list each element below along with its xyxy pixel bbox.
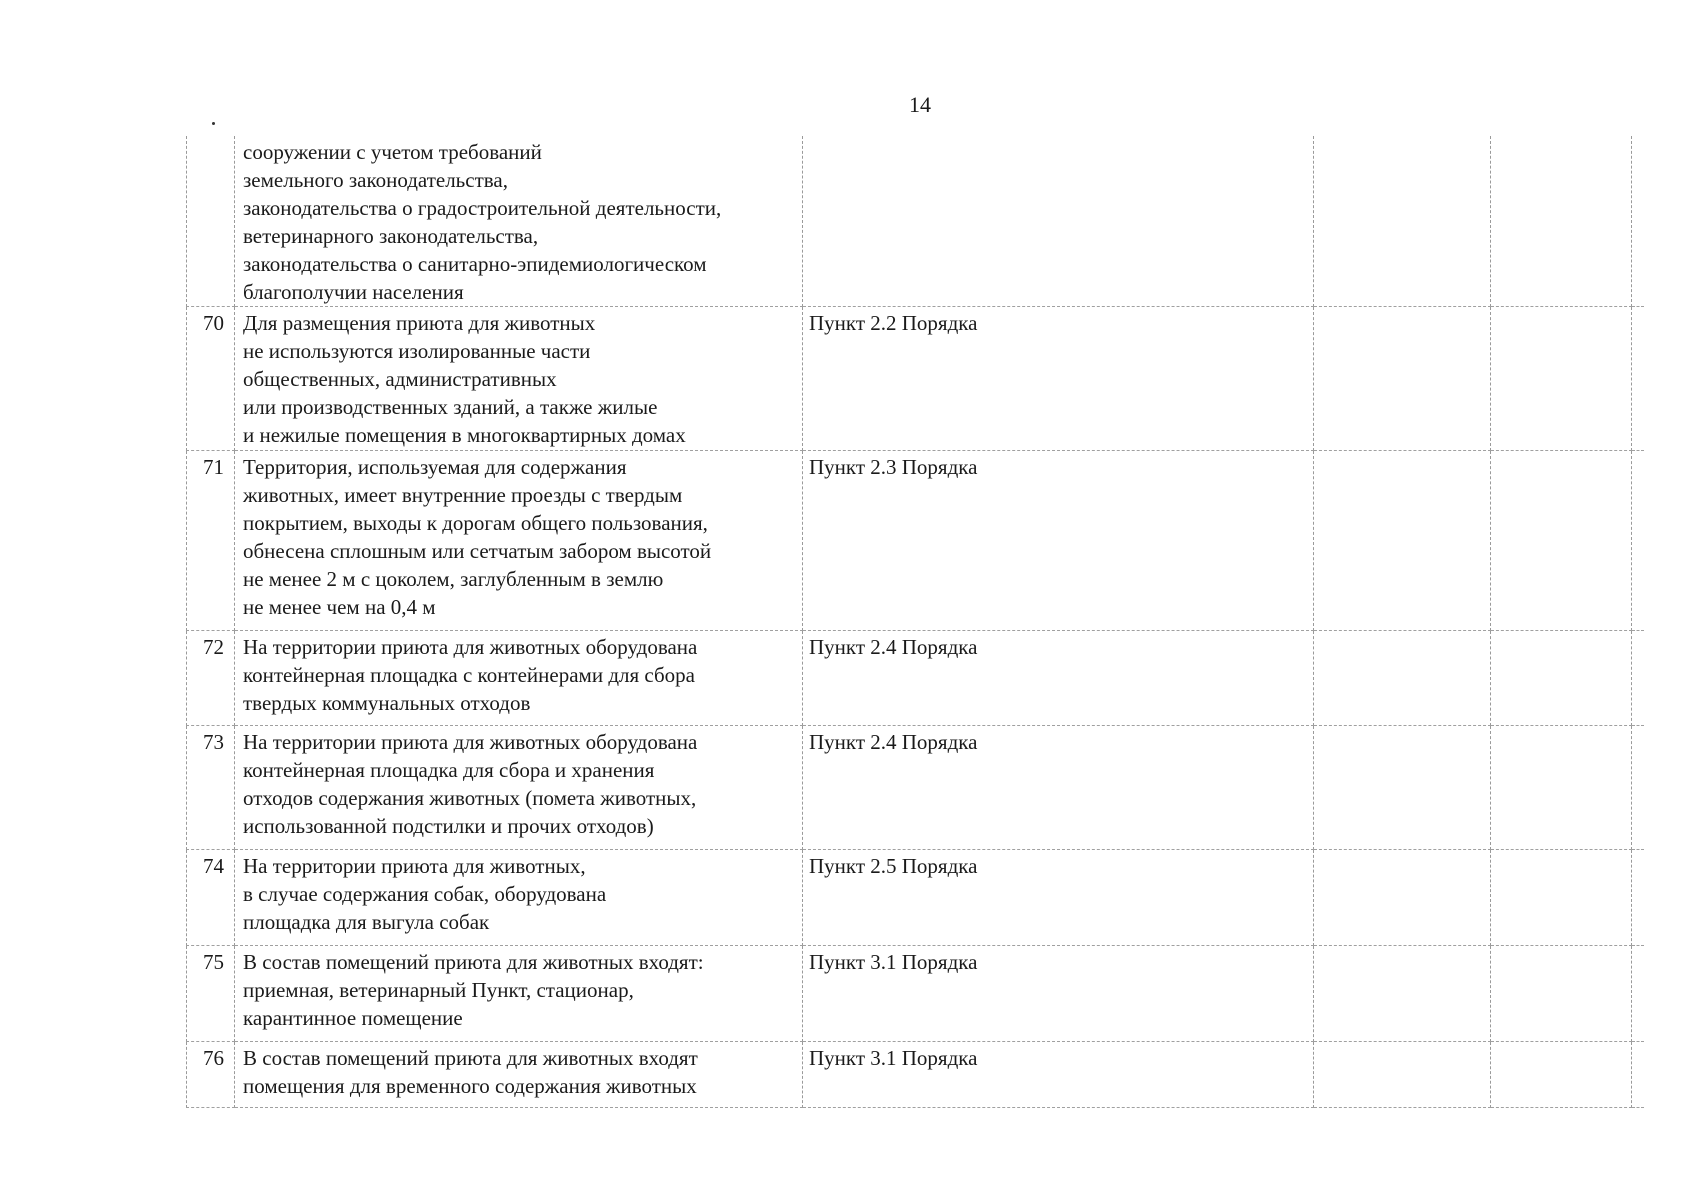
empty-cell	[1314, 136, 1491, 307]
table-row	[187, 726, 1644, 850]
reference-text: Пункт 2.5 Порядка	[803, 850, 1314, 946]
requirement-text: В состав помещений приюта для животных входят помещения для временного содержания животных	[235, 1042, 803, 1108]
reference-text	[803, 136, 1314, 307]
requirement-text: В состав помещений приюта для животных входят: приемная, ветеринарный Пункт, стационар, карантинное помещение	[235, 946, 803, 1042]
row-number: 73	[187, 726, 235, 850]
requirement-text: Для размещения приюта для животных не используются изолированные части общественных, административных или производственных зданий, а также жилые и нежилые помещения в многоквартирных домах	[235, 307, 803, 451]
table-row	[187, 136, 1644, 307]
table-row	[187, 631, 1644, 726]
reference-text: Пункт 3.1 Порядка	[803, 1042, 1314, 1108]
empty-cell	[1632, 726, 1644, 850]
row-number: 70	[187, 307, 235, 451]
empty-cell	[1491, 451, 1632, 631]
reference-text: Пункт 2.3 Порядка	[803, 451, 1314, 631]
empty-cell	[1632, 1042, 1644, 1108]
empty-cell	[1314, 451, 1491, 631]
empty-cell	[1314, 307, 1491, 451]
row-number: 74	[187, 850, 235, 946]
row-number: 72	[187, 631, 235, 726]
empty-cell	[1491, 946, 1632, 1042]
requirement-text: На территории приюта для животных, в случае содержания собак, оборудована площадка для выгула собак	[235, 850, 803, 946]
reference-text: Пункт 3.1 Порядка	[803, 946, 1314, 1042]
empty-cell	[1632, 307, 1644, 451]
reference-text: Пункт 2.4 Порядка	[803, 631, 1314, 726]
empty-cell	[1491, 136, 1632, 307]
empty-cell	[1632, 631, 1644, 726]
empty-cell	[1632, 946, 1644, 1042]
empty-cell	[1491, 1042, 1632, 1108]
row-number: 71	[187, 451, 235, 631]
empty-cell	[1491, 307, 1632, 451]
empty-cell	[1314, 726, 1491, 850]
empty-cell	[1632, 136, 1644, 307]
table-row	[187, 850, 1644, 946]
row-number: 76	[187, 1042, 235, 1108]
requirement-text: На территории приюта для животных оборудована контейнерная площадка для сбора и хранения отходов содержания животных (помета животных, использованной подстилки и прочих отходов)	[235, 726, 803, 850]
requirement-text: сооружении с учетом требований земельного законодательства, законодательства о градостроительной деятельности, ветеринарного законодательства, законодательства о санитарно-эпидемиологическом благополучии населения	[235, 136, 803, 307]
table-row	[187, 307, 1644, 451]
empty-cell	[1491, 850, 1632, 946]
scan-artifact-dot	[212, 122, 215, 125]
table-row	[187, 1042, 1644, 1108]
empty-cell	[1314, 1042, 1491, 1108]
page-number: 14	[909, 92, 931, 117]
empty-cell	[1632, 451, 1644, 631]
checklist-table	[186, 136, 1644, 1108]
table-row	[187, 946, 1644, 1042]
table-row	[187, 451, 1644, 631]
reference-text: Пункт 2.4 Порядка	[803, 726, 1314, 850]
row-number	[187, 136, 235, 307]
requirement-text: На территории приюта для животных оборудована контейнерная площадка с контейнерами для сбора твердых коммунальных отходов	[235, 631, 803, 726]
empty-cell	[1314, 946, 1491, 1042]
empty-cell	[1314, 850, 1491, 946]
requirement-text: Территория, используемая для содержания животных, имеет внутренние проезды с твердым покрытием, выходы к дорогам общего пользования, обнесена сплошным или сетчатым забором высотой не менее 2 м с цоколем, заглубленным в землю не менее чем на 0,4 м	[235, 451, 803, 631]
empty-cell	[1314, 631, 1491, 726]
empty-cell	[1491, 631, 1632, 726]
row-number: 75	[187, 946, 235, 1042]
empty-cell	[1632, 850, 1644, 946]
reference-text: Пункт 2.2 Порядка	[803, 307, 1314, 451]
empty-cell	[1491, 726, 1632, 850]
